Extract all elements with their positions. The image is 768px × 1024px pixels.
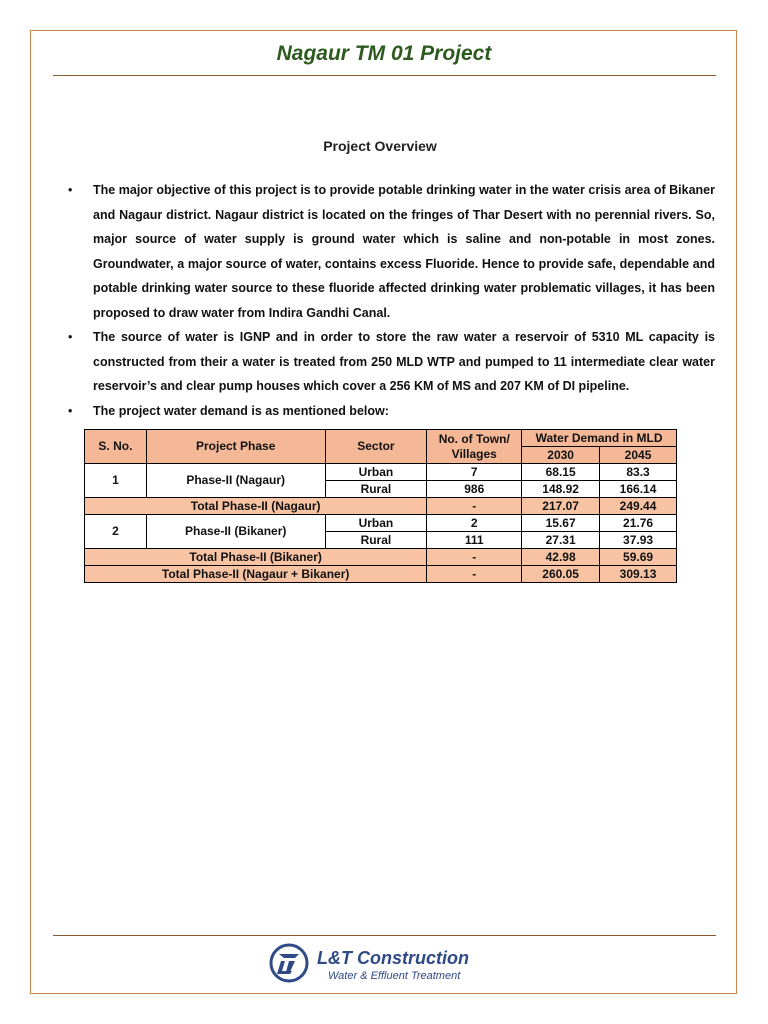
- water-demand-table: [84, 429, 677, 583]
- header-towns: No. of Town/ Villages: [427, 430, 522, 464]
- footer-divider: [53, 935, 716, 936]
- demand-2030-cell: 42.98: [522, 549, 600, 566]
- header-sector: Sector: [325, 430, 427, 464]
- table-row: [85, 464, 677, 481]
- demand-2045-cell: 37.93: [600, 532, 677, 549]
- header-phase: Project Phase: [146, 430, 325, 464]
- sector-cell: Rural: [325, 481, 427, 498]
- demand-2030-cell: 148.92: [522, 481, 600, 498]
- overview-list: [63, 178, 715, 423]
- list-item: [63, 399, 715, 424]
- sector-cell: Rural: [325, 532, 427, 549]
- towns-cell: -: [427, 549, 522, 566]
- bullet-text: The project water demand is as mentioned below:: [93, 403, 389, 418]
- list-item: [63, 325, 715, 399]
- lt-logo-icon: [268, 942, 310, 984]
- sector-cell: Urban: [325, 464, 427, 481]
- towns-cell: 7: [427, 464, 522, 481]
- phase-cell: Phase-II (Nagaur): [146, 464, 325, 498]
- phase-cell: Phase-II (Bikaner): [146, 515, 325, 549]
- header-2045: 2045: [600, 447, 677, 464]
- list-item: [63, 178, 715, 325]
- demand-2030-cell: 217.07: [522, 498, 600, 515]
- table-row: [85, 515, 677, 532]
- demand-2045-cell: 309.13: [600, 566, 677, 583]
- sno-cell: 1: [85, 464, 147, 498]
- company-logo: [268, 942, 478, 986]
- demand-2030-cell: 27.31: [522, 532, 600, 549]
- header-demand: Water Demand in MLD: [522, 430, 677, 447]
- bullet-text: The major objective of this project is to provide potable drinking water in the water crisis area of Bikaner and Nagaur district. Nagaur district is located on the fringes of Thar Desert with no perennial rivers. So, major source of water supply is ground water which is saline and non-potable in most zones. Groundwater, a major source of water, contains excess Fluoride. Hence to provide safe, dependable and potable drinking water source to these fluoride affected drinking water problematic villages, it has been proposed to draw water from Indira Gandhi Canal.: [93, 183, 715, 320]
- demand-2045-cell: 21.76: [600, 515, 677, 532]
- sector-cell: Urban: [325, 515, 427, 532]
- towns-cell: 986: [427, 481, 522, 498]
- company-name: L&T Construction: [317, 948, 469, 968]
- section-heading: Project Overview: [323, 138, 437, 154]
- demand-2045-cell: 249.44: [600, 498, 677, 515]
- bullet-text: The source of water is IGNP and in order to store the raw water a reservoir of 5310 ML capacity is constructed from their a water is treated from 250 MLD WTP and pumped to 11 intermediate clear water reservoir’s and clear pump houses which cover a 256 KM of MS and 207 KM of DI pipeline.: [93, 330, 715, 393]
- bullet-marker: •: [68, 183, 73, 197]
- page-title: Nagaur TM 01 Project: [276, 42, 492, 65]
- subtotal-label: Total Phase-II (Bikaner): [85, 549, 427, 566]
- subtotal-row: [85, 498, 677, 515]
- subtotal-row: [85, 549, 677, 566]
- demand-2045-cell: 83.3: [600, 464, 677, 481]
- demand-2045-cell: 166.14: [600, 481, 677, 498]
- towns-cell: -: [427, 498, 522, 515]
- table-header-row: [85, 430, 677, 447]
- towns-cell: 2: [427, 515, 522, 532]
- company-tagline: Water & Effluent Treatment: [328, 970, 461, 982]
- bullet-marker: •: [68, 403, 73, 418]
- header-sno: S. No.: [85, 430, 147, 464]
- grand-total-label: Total Phase-II (Nagaur + Bikaner): [85, 566, 427, 583]
- demand-2045-cell: 59.69: [600, 549, 677, 566]
- towns-cell: -: [427, 566, 522, 583]
- grand-total-row: [85, 566, 677, 583]
- bullet-marker: •: [68, 330, 73, 344]
- sno-cell: 2: [85, 515, 147, 549]
- demand-2030-cell: 15.67: [522, 515, 600, 532]
- towns-cell: 111: [427, 532, 522, 549]
- demand-2030-cell: 260.05: [522, 566, 600, 583]
- demand-2030-cell: 68.15: [522, 464, 600, 481]
- header-2030: 2030: [522, 447, 600, 464]
- subtotal-label: Total Phase-II (Nagaur): [85, 498, 427, 515]
- header-divider: [53, 75, 716, 76]
